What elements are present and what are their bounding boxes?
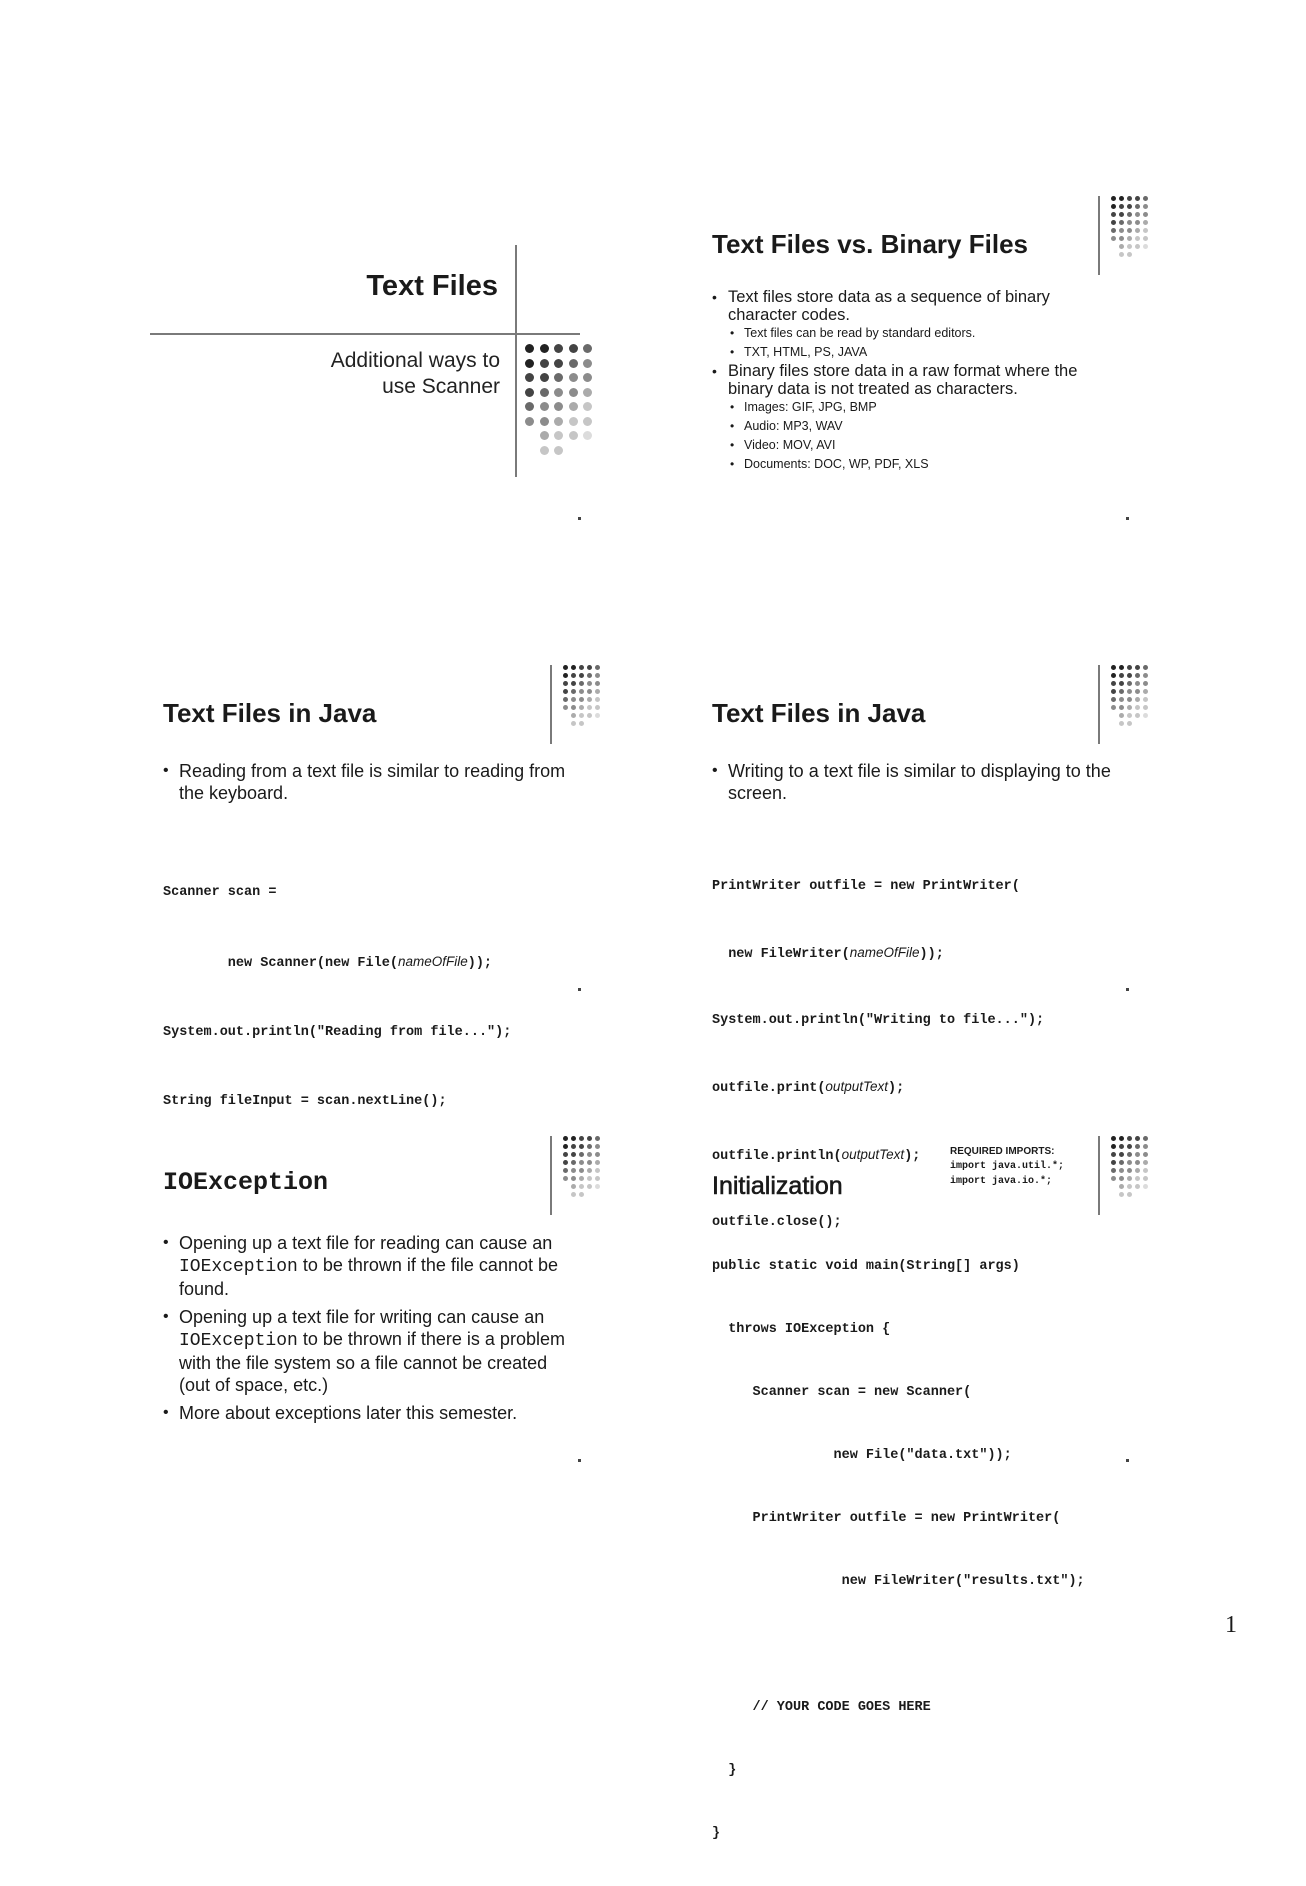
slide-title: Text Files in Java (163, 698, 377, 728)
code-line (712, 1634, 1085, 1655)
code-text: ); (904, 1149, 921, 1164)
code-line: System.out.println("Reading from file..."); (163, 1025, 512, 1040)
grid-dot (525, 417, 534, 426)
code-line: new File("data.txt")); (712, 1448, 1012, 1463)
grid-dot (525, 402, 534, 411)
grid-dot (1135, 673, 1140, 678)
grid-dot (1127, 1136, 1132, 1141)
grid-dot (595, 713, 600, 718)
grid-dot (563, 689, 568, 694)
grid-dot (579, 689, 584, 694)
grid-dot (1135, 1184, 1140, 1189)
grid-dot (595, 705, 600, 710)
grid-dot (1135, 212, 1140, 217)
grid-dot (525, 359, 534, 368)
grid-dot (1127, 673, 1132, 678)
grid-dot (1135, 204, 1140, 209)
bullet-item: • More about exceptions later this semester. (163, 1402, 573, 1424)
grid-dot (1119, 1168, 1124, 1173)
import-line: import java.util.*; (950, 1161, 1065, 1172)
grid-dot (587, 1136, 592, 1141)
grid-dot (1119, 1176, 1124, 1181)
grid-dot (1127, 1160, 1132, 1165)
sub-bullet-item: • TXT, HTML, PS, JAVA (712, 343, 1112, 362)
grid-dot (1119, 244, 1124, 249)
code-line (163, 950, 511, 975)
grid-dot (1119, 196, 1124, 201)
grid-dot (563, 1136, 568, 1141)
grid-dot (1143, 713, 1148, 718)
grid-dot (571, 681, 576, 686)
sub-bullet-item: • Images: GIF, JPG, BMP (712, 398, 1112, 417)
grid-dot (1135, 689, 1140, 694)
grid-dot (1143, 1168, 1148, 1173)
bullet-list (712, 760, 1132, 808)
grid-dot (587, 713, 592, 718)
grid-dot (1127, 244, 1132, 249)
grid-dot (587, 1184, 592, 1189)
code-text: ); (887, 1081, 905, 1096)
grid-dot (1143, 1176, 1148, 1181)
grid-dot (1119, 721, 1124, 726)
grid-dot (1119, 204, 1124, 209)
grid-dot (563, 1152, 568, 1157)
grid-dot (1119, 689, 1124, 694)
slide-page-marker (578, 517, 581, 520)
grid-dot (569, 402, 578, 411)
grid-dot (554, 344, 563, 353)
slide-title: Text Files vs. Binary Files (712, 229, 1028, 259)
grid-dot (1135, 1136, 1140, 1141)
grid-dot (569, 417, 578, 426)
divider (1098, 665, 1100, 744)
grid-dot (1111, 681, 1116, 686)
grid-dot (579, 697, 584, 702)
grid-dot (587, 697, 592, 702)
bullet-item: • Reading from a text file is similar to reading from the keyboard. (163, 760, 573, 804)
slide-page-marker (1126, 517, 1129, 520)
bullet-item (163, 1232, 573, 1300)
grid-dot (563, 681, 568, 686)
grid-dot (1119, 1136, 1124, 1141)
grid-dot (1135, 1168, 1140, 1173)
subtitle-line: Additional ways to (330, 349, 500, 372)
grid-dot (571, 713, 576, 718)
grid-dot (1111, 228, 1116, 233)
grid-dot (595, 665, 600, 670)
grid-dot (1143, 673, 1148, 678)
code-block (712, 1214, 1085, 1886)
grid-dot (554, 417, 563, 426)
grid-dot (1127, 1168, 1132, 1173)
grid-dot (1143, 705, 1148, 710)
bullet-text: to be thrown if the file cannot be found. (179, 1255, 558, 1299)
bullet-list (712, 288, 1112, 474)
code-text: new FileWriter( (712, 947, 850, 962)
grid-dot (569, 388, 578, 397)
grid-dot (1143, 1152, 1148, 1157)
grid-dot (579, 1184, 584, 1189)
grid-dot (554, 373, 563, 382)
grid-dot (1127, 252, 1132, 257)
grid-dot (595, 1184, 600, 1189)
grid-dot (1127, 721, 1132, 726)
code-line: String fileInput = scan.nextLine(); (163, 1094, 447, 1109)
grid-dot (579, 1136, 584, 1141)
grid-dot (587, 1160, 592, 1165)
bullet-text: Opening up a text file for reading can cause an (179, 1233, 553, 1253)
grid-dot (579, 713, 584, 718)
grid-dot (1119, 1192, 1124, 1197)
grid-dot (587, 673, 592, 678)
grid-dot (595, 673, 600, 678)
code-placeholder: outputText (841, 1147, 905, 1162)
grid-dot (1135, 236, 1140, 241)
grid-dot (563, 665, 568, 670)
divider (550, 1136, 552, 1215)
grid-dot (525, 344, 534, 353)
grid-dot (563, 1160, 568, 1165)
grid-dot (571, 1144, 576, 1149)
grid-dot (1119, 228, 1124, 233)
code-placeholder: nameOfFile (849, 945, 920, 960)
grid-dot (1127, 697, 1132, 702)
grid-dot (1135, 1160, 1140, 1165)
grid-dot (1111, 1144, 1116, 1149)
grid-dot (563, 673, 568, 678)
grid-dot (571, 1152, 576, 1157)
grid-dot (1135, 196, 1140, 201)
grid-dot (595, 1168, 600, 1173)
code-text: outfile.print( (712, 1081, 826, 1096)
grid-dot (1135, 681, 1140, 686)
grid-dot (1111, 1168, 1116, 1173)
grid-dot (571, 1136, 576, 1141)
grid-dot (587, 1152, 592, 1157)
grid-dot (569, 431, 578, 440)
grid-dot (579, 681, 584, 686)
grid-dot (525, 373, 534, 382)
inline-code: IOException (179, 1257, 298, 1277)
grid-dot (1143, 204, 1148, 209)
bullet-item: • Writing to a text file is similar to displaying to the screen. (712, 760, 1132, 804)
grid-dot (587, 1176, 592, 1181)
grid-dot (1127, 1192, 1132, 1197)
divider (515, 245, 517, 477)
grid-dot (1111, 673, 1116, 678)
grid-dot (554, 446, 563, 455)
grid-dot (1127, 689, 1132, 694)
grid-dot (1119, 713, 1124, 718)
bullet-item: • Binary files store data in a raw format where the binary data is not treated as characters. (712, 362, 1112, 398)
code-line: PrintWriter outfile = new PrintWriter( (712, 879, 1020, 894)
slide-subtitle (331, 348, 500, 400)
grid-dot (583, 359, 592, 368)
code-line: } (712, 1763, 737, 1778)
grid-dot (1135, 244, 1140, 249)
slide-page-marker (578, 988, 581, 991)
code-line (712, 942, 1044, 966)
code-line: outfile.close(); (712, 1215, 842, 1230)
grid-dot (1127, 1176, 1132, 1181)
imports-label: REQUIRED IMPORTS: (950, 1146, 1055, 1157)
grid-dot (563, 1168, 568, 1173)
grid-dot (595, 689, 600, 694)
grid-dot (1143, 212, 1148, 217)
bullet-item: • Text files store data as a sequence of binary character codes. (712, 288, 1112, 324)
grid-dot (579, 721, 584, 726)
grid-dot (579, 705, 584, 710)
grid-dot (571, 1192, 576, 1197)
grid-dot (579, 1152, 584, 1157)
grid-dot (1143, 697, 1148, 702)
grid-dot (587, 665, 592, 670)
code-placeholder: outputText (825, 1079, 888, 1094)
grid-dot (1143, 220, 1148, 225)
grid-dot (563, 705, 568, 710)
grid-dot (571, 1168, 576, 1173)
grid-dot (579, 1192, 584, 1197)
grid-dot (540, 402, 549, 411)
code-text: new Scanner(new File( (163, 956, 398, 971)
slide-page-marker (1126, 1459, 1129, 1462)
grid-dot (571, 705, 576, 710)
grid-dot (525, 388, 534, 397)
code-line: PrintWriter outfile = new PrintWriter( (712, 1511, 1061, 1526)
grid-dot (1127, 236, 1132, 241)
grid-dot (540, 446, 549, 455)
grid-dot (1135, 697, 1140, 702)
grid-dot (579, 1176, 584, 1181)
grid-dot (595, 1176, 600, 1181)
grid-dot (571, 1176, 576, 1181)
slide-title: Text Files (366, 270, 498, 302)
grid-dot (1143, 244, 1148, 249)
grid-dot (1143, 665, 1148, 670)
grid-dot (583, 417, 592, 426)
grid-dot (1127, 665, 1132, 670)
sub-bullet-item: • Video: MOV, AVI (712, 436, 1112, 455)
divider (1098, 196, 1100, 275)
grid-dot (563, 1176, 568, 1181)
grid-dot (595, 1160, 600, 1165)
slide-title: Text Files in Java (712, 698, 926, 728)
grid-dot (1143, 1136, 1148, 1141)
grid-dot (583, 431, 592, 440)
grid-dot (1119, 697, 1124, 702)
grid-dot (595, 1144, 600, 1149)
grid-dot (1111, 665, 1116, 670)
code-line: throws IOException { (712, 1322, 891, 1337)
bullet-list (163, 760, 573, 808)
divider (1098, 1136, 1100, 1215)
grid-dot (1143, 689, 1148, 694)
code-line: public static void main(String[] args) (712, 1259, 1020, 1274)
grid-dot (1119, 220, 1124, 225)
grid-dot (1127, 220, 1132, 225)
inline-code: IOException (179, 1331, 298, 1351)
code-line: // YOUR CODE GOES HERE (712, 1700, 931, 1715)
code-line: Scanner scan = new Scanner( (712, 1385, 972, 1400)
code-line: new FileWriter("results.txt"); (712, 1574, 1085, 1589)
code-placeholder: nameOfFile (397, 954, 468, 969)
grid-dot (1135, 228, 1140, 233)
grid-dot (1143, 1144, 1148, 1149)
grid-dot (1111, 705, 1116, 710)
grid-dot (1111, 1136, 1116, 1141)
grid-dot (1135, 1144, 1140, 1149)
code-line: Scanner scan = (163, 885, 277, 900)
grid-dot (1143, 681, 1148, 686)
grid-dot (1119, 705, 1124, 710)
grid-dot (1119, 665, 1124, 670)
code-text: outfile.println( (712, 1149, 842, 1164)
grid-dot (1119, 1184, 1124, 1189)
grid-dot (1119, 236, 1124, 241)
subtitle-line: use Scanner (382, 375, 500, 398)
sub-bullet-item: • Text files can be read by standard editors. (712, 324, 1112, 343)
grid-dot (579, 1168, 584, 1173)
slide-title: IOException (163, 1168, 329, 1197)
grid-dot (1119, 1152, 1124, 1157)
grid-dot (1127, 1184, 1132, 1189)
code-text: )); (919, 947, 944, 962)
grid-dot (1143, 1184, 1148, 1189)
grid-dot (583, 373, 592, 382)
grid-dot (571, 721, 576, 726)
grid-dot (1127, 713, 1132, 718)
grid-dot (1143, 196, 1148, 201)
bullet-text: Opening up a text file for writing can cause an (179, 1307, 545, 1327)
grid-dot (1127, 681, 1132, 686)
code-text: )); (467, 956, 493, 971)
grid-dot (1119, 252, 1124, 257)
grid-dot (554, 359, 563, 368)
grid-dot (1135, 1176, 1140, 1181)
grid-dot (1111, 1152, 1116, 1157)
grid-dot (1127, 705, 1132, 710)
grid-dot (1127, 204, 1132, 209)
grid-dot (1111, 697, 1116, 702)
grid-dot (1111, 196, 1116, 201)
grid-dot (569, 373, 578, 382)
grid-dot (1119, 673, 1124, 678)
grid-dot (1127, 1152, 1132, 1157)
grid-dot (569, 359, 578, 368)
grid-dot (540, 359, 549, 368)
grid-dot (1111, 1160, 1116, 1165)
grid-dot (579, 1144, 584, 1149)
grid-dot (595, 697, 600, 702)
slide-page-marker (578, 1459, 581, 1462)
grid-dot (1119, 681, 1124, 686)
grid-dot (587, 681, 592, 686)
grid-dot (563, 697, 568, 702)
grid-dot (569, 344, 578, 353)
sub-bullet-item: • Audio: MP3, WAV (712, 417, 1112, 436)
grid-dot (595, 681, 600, 686)
grid-dot (540, 431, 549, 440)
grid-dot (579, 665, 584, 670)
grid-dot (579, 673, 584, 678)
grid-dot (587, 705, 592, 710)
grid-dot (587, 1144, 592, 1149)
grid-dot (579, 1160, 584, 1165)
grid-dot (554, 402, 563, 411)
grid-dot (571, 1184, 576, 1189)
grid-dot (587, 689, 592, 694)
grid-dot (1135, 705, 1140, 710)
grid-dot (540, 373, 549, 382)
grid-dot (1135, 220, 1140, 225)
code-line: } (712, 1826, 721, 1841)
grid-dot (571, 1160, 576, 1165)
grid-dot (583, 388, 592, 397)
grid-dot (1143, 228, 1148, 233)
grid-dot (1127, 212, 1132, 217)
page-number: 1 (1225, 1612, 1237, 1638)
bullet-item (163, 1306, 573, 1396)
grid-dot (1119, 1144, 1124, 1149)
divider (550, 665, 552, 744)
grid-dot (1127, 228, 1132, 233)
grid-dot (587, 1168, 592, 1173)
grid-dot (1111, 236, 1116, 241)
grid-dot (1111, 204, 1116, 209)
grid-dot (571, 697, 576, 702)
code-line: System.out.println("Writing to file..."); (712, 1013, 1045, 1028)
grid-dot (1135, 665, 1140, 670)
grid-dot (1111, 220, 1116, 225)
grid-dot (571, 673, 576, 678)
slide-title: Initialization (712, 1172, 843, 1200)
code-block (712, 832, 1044, 1278)
bullet-list (163, 1232, 573, 1428)
grid-dot (554, 388, 563, 397)
grid-dot (1111, 689, 1116, 694)
grid-dot (595, 1152, 600, 1157)
import-line: import java.io.*; (950, 1176, 1053, 1187)
sub-bullet-item: • Documents: DOC, WP, PDF, XLS (712, 455, 1112, 474)
grid-dot (1143, 236, 1148, 241)
code-line (712, 1076, 1044, 1100)
grid-dot (583, 344, 592, 353)
grid-dot (1127, 196, 1132, 201)
grid-dot (1127, 1144, 1132, 1149)
grid-dot (583, 402, 592, 411)
grid-dot (1111, 212, 1116, 217)
grid-dot (1135, 713, 1140, 718)
slide-page-marker (1126, 988, 1129, 991)
grid-dot (1143, 1160, 1148, 1165)
grid-dot (1119, 1160, 1124, 1165)
grid-dot (1119, 212, 1124, 217)
grid-dot (563, 1144, 568, 1149)
code-block (163, 835, 511, 1159)
grid-dot (571, 689, 576, 694)
grid-dot (595, 1136, 600, 1141)
required-imports-note (950, 1144, 1064, 1189)
grid-dot (540, 344, 549, 353)
grid-dot (1135, 1152, 1140, 1157)
grid-dot (571, 665, 576, 670)
grid-dot (540, 388, 549, 397)
grid-dot (540, 417, 549, 426)
grid-dot (1111, 1176, 1116, 1181)
grid-dot (554, 431, 563, 440)
bullet-text: to be thrown if there is a problem with the file system so a file cannot be created (out of space, etc.) (179, 1329, 565, 1395)
